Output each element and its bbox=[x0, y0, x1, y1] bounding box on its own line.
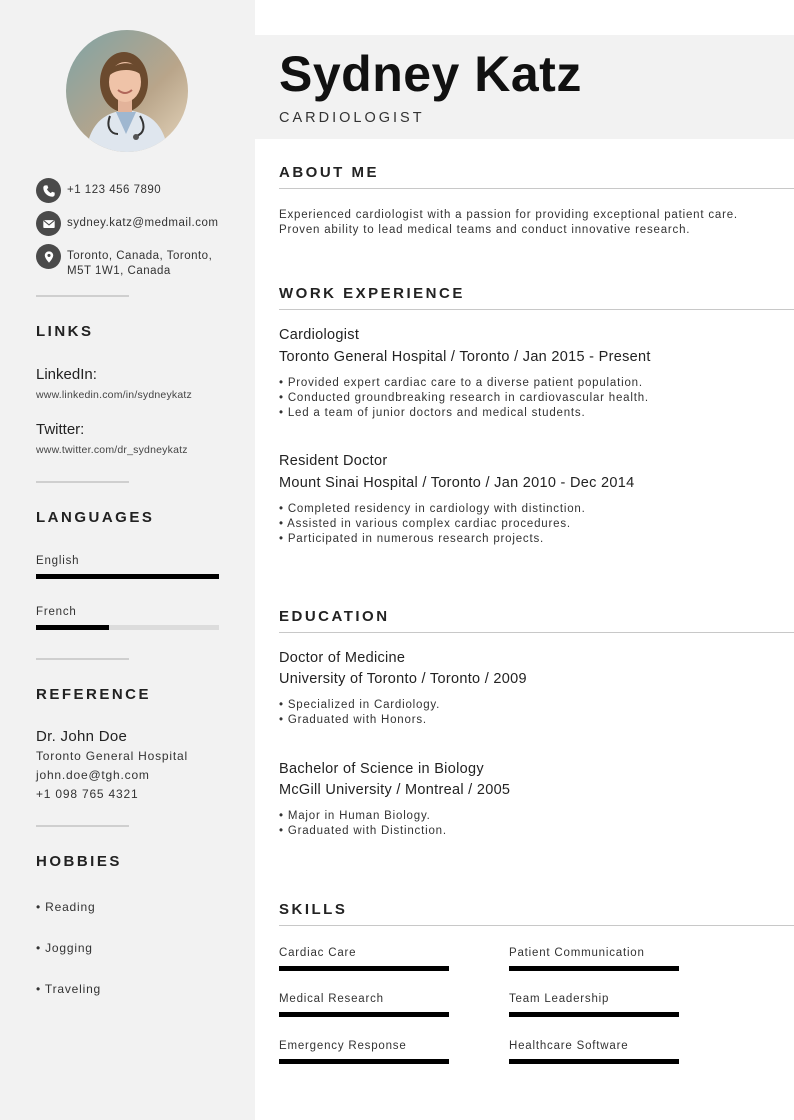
hobbies-heading: HOBBIES bbox=[36, 853, 122, 870]
skill-name: Patient Communication bbox=[509, 947, 645, 959]
skill-level-bar bbox=[279, 1012, 449, 1017]
about-text bbox=[279, 208, 784, 238]
sidebar bbox=[0, 0, 255, 1120]
languages-heading: LANGUAGES bbox=[36, 509, 155, 526]
divider bbox=[36, 658, 129, 660]
about-heading: ABOUT ME bbox=[279, 164, 379, 181]
person-name: Sydney Katz bbox=[279, 46, 582, 102]
language-level-fill bbox=[36, 574, 219, 579]
reference-email: john.doe@tgh.com bbox=[36, 768, 150, 782]
job-title: Cardiologist bbox=[279, 327, 360, 343]
skill-level-bar bbox=[279, 966, 449, 971]
degree-bullets bbox=[279, 698, 784, 728]
degree-institution: University of Toronto / Toronto / 2009 bbox=[279, 671, 527, 687]
hobby-item: • Reading bbox=[36, 900, 96, 914]
section-rule bbox=[279, 925, 794, 926]
bullet-item: • Graduated with Distinction. bbox=[279, 825, 447, 837]
job-bullets bbox=[279, 502, 784, 547]
twitter-link[interactable]: www.twitter.com/dr_sydneykatz bbox=[36, 444, 188, 456]
contact-phone-text: +1 123 456 7890 bbox=[67, 184, 162, 196]
main-content bbox=[255, 0, 794, 1120]
degree-title: Doctor of Medicine bbox=[279, 650, 406, 666]
bullet-item: • Assisted in various complex cardiac procedures. bbox=[279, 518, 571, 530]
job-bullets bbox=[279, 376, 784, 421]
reference-name: Dr. John Doe bbox=[36, 728, 128, 745]
skill-level-bar bbox=[509, 1059, 679, 1064]
divider bbox=[36, 295, 129, 297]
section-rule bbox=[279, 188, 794, 189]
linkedin-link[interactable]: www.linkedin.com/in/sydneykatz bbox=[36, 389, 192, 401]
contact-list bbox=[36, 178, 236, 287]
section-rule bbox=[279, 632, 794, 633]
email-icon bbox=[36, 211, 61, 236]
contact-address-text bbox=[67, 244, 212, 279]
skills-heading: SKILLS bbox=[279, 901, 348, 918]
education-heading: EDUCATION bbox=[279, 608, 390, 625]
bullet-item: • Specialized in Cardiology. bbox=[279, 699, 441, 711]
job-employer: Toronto General Hospital / Toronto / Jan 2015 - Present bbox=[279, 349, 651, 365]
divider bbox=[36, 825, 129, 827]
phone-icon bbox=[36, 178, 61, 203]
degree-institution: McGill University / Montreal / 2005 bbox=[279, 782, 511, 798]
skill-name: Medical Research bbox=[279, 993, 384, 1005]
linkedin-label: LinkedIn: bbox=[36, 366, 97, 383]
job-employer: Mount Sinai Hospital / Toronto / Jan 2010 - Dec 2014 bbox=[279, 475, 635, 491]
language-level-fill bbox=[36, 625, 109, 630]
hobby-item: • Traveling bbox=[36, 982, 102, 996]
bullet-item: • Provided expert cardiac care to a diverse patient population. bbox=[279, 377, 643, 389]
bullet-item: • Participated in numerous research projects. bbox=[279, 533, 545, 545]
location-pin-icon bbox=[36, 244, 61, 269]
bullet-item: • Completed residency in cardiology with distinction. bbox=[279, 503, 586, 515]
bullet-item: • Major in Human Biology. bbox=[279, 810, 431, 822]
twitter-label: Twitter: bbox=[36, 421, 85, 438]
bullet-item: • Conducted groundbreaking research in cardiovascular health. bbox=[279, 392, 649, 404]
skill-level-bar bbox=[509, 966, 679, 971]
skill-name: Emergency Response bbox=[279, 1040, 407, 1052]
language-level-bar bbox=[36, 574, 219, 579]
divider bbox=[36, 481, 129, 483]
about-line: Experienced cardiologist with a passion for providing exceptional patient care. bbox=[279, 209, 738, 221]
reference-phone: +1 098 765 4321 bbox=[36, 787, 139, 801]
degree-bullets bbox=[279, 809, 784, 839]
work-experience-heading: WORK EXPERIENCE bbox=[279, 285, 465, 302]
language-name: English bbox=[36, 555, 80, 567]
address-line-2: M5T 1W1, Canada bbox=[67, 265, 171, 277]
section-rule bbox=[279, 309, 794, 310]
reference-heading: REFERENCE bbox=[36, 686, 152, 703]
skill-name: Healthcare Software bbox=[509, 1040, 629, 1052]
skill-name: Team Leadership bbox=[509, 993, 610, 1005]
degree-title: Bachelor of Science in Biology bbox=[279, 761, 484, 777]
address-line-1: Toronto, Canada, Toronto, bbox=[67, 250, 213, 262]
about-line: Proven ability to lead medical teams and conduct innovative research. bbox=[279, 224, 691, 236]
language-level-bar bbox=[36, 625, 219, 630]
links-heading: LINKS bbox=[36, 323, 94, 340]
contact-email-text: sydney.katz@medmail.com bbox=[67, 217, 219, 229]
skill-level-bar bbox=[509, 1012, 679, 1017]
contact-email bbox=[36, 211, 236, 236]
hobby-item: • Jogging bbox=[36, 941, 93, 955]
contact-address bbox=[36, 244, 236, 279]
job-title: Resident Doctor bbox=[279, 453, 388, 469]
job-title: CARDIOLOGIST bbox=[279, 110, 425, 126]
skill-name: Cardiac Care bbox=[279, 947, 357, 959]
profile-photo bbox=[66, 30, 188, 152]
bullet-item: • Graduated with Honors. bbox=[279, 714, 427, 726]
skill-level-bar bbox=[279, 1059, 449, 1064]
bullet-item: • Led a team of junior doctors and medical students. bbox=[279, 407, 586, 419]
header-band bbox=[255, 35, 794, 139]
reference-organization: Toronto General Hospital bbox=[36, 749, 188, 763]
language-name: French bbox=[36, 606, 77, 618]
contact-phone bbox=[36, 178, 236, 203]
